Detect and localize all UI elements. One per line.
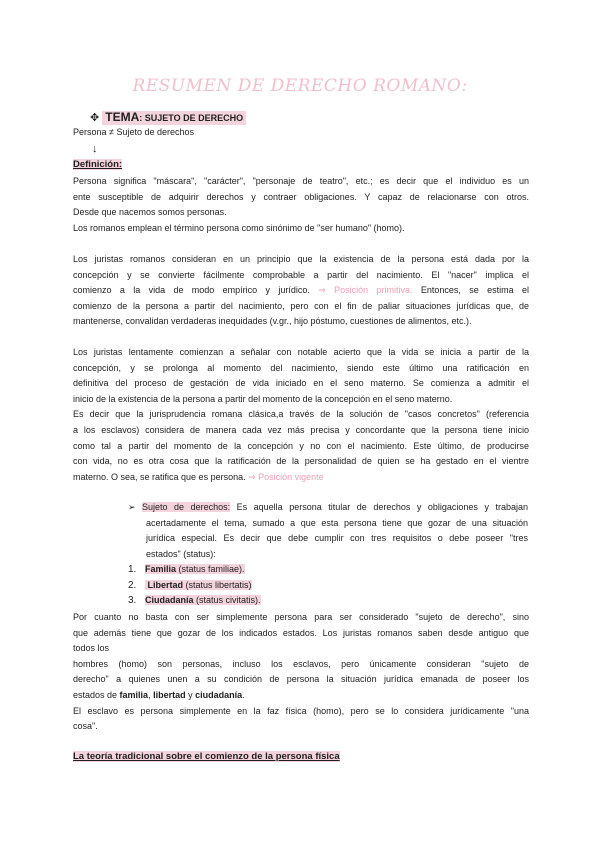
status-item-highlight xyxy=(145,595,261,605)
status-list xyxy=(128,562,261,609)
p2-line: comienzo de la persona a partir del nacimiento, pero con el fin de paliar situaciones jurídicas que, de xyxy=(73,300,529,311)
p4-bold-libertad: libertad xyxy=(153,689,186,700)
status-number: 1. xyxy=(128,564,137,575)
status-item-highlight xyxy=(145,564,245,574)
page-title: RESUMEN DE DERECHO ROMANO: xyxy=(132,76,468,96)
p1-line: Los romanos emplean el término persona como sinónimo de "ser humano" (homo). xyxy=(73,222,405,233)
status-item xyxy=(128,593,261,609)
paragraph-1 xyxy=(73,174,529,236)
posicion-primitiva: ⇒ Posición primitiva. xyxy=(318,285,413,296)
sujeto-line: estados" (status): xyxy=(146,548,216,559)
persona-line: Persona ≠ Sujeto de derechos xyxy=(73,127,195,137)
status-number: 3. xyxy=(128,595,137,607)
sujeto-line: jurídica especial. Es decir que debe cumplir con tres requisitos o debe poseer "tres xyxy=(146,533,528,544)
p4-line: derecho" a quienes unen a su condición de persona la situación jurídica emanada de poseer los xyxy=(73,674,529,685)
status-item xyxy=(128,562,261,578)
p2-line: concepción y se convierte fácilmente comprobable a partir del nacimiento. El "nacer" implica el xyxy=(73,269,529,280)
status-detail: (status familiae). xyxy=(176,564,245,574)
p4-line: cosa". xyxy=(73,721,98,732)
p4-bold-ciudadania: ciudadanía xyxy=(195,689,243,700)
p1-line: Desde que nacemos somos personas. xyxy=(73,207,227,218)
status-name: Familia xyxy=(145,564,177,574)
p4-line: que además tiene que gozar de los indicados estados. Los juristas romanos saben desde antiguo que xyxy=(73,627,529,638)
sujeto-line: acertadamente el tema, sumado a que esta persona tiene que gozar de una situación xyxy=(146,517,528,528)
p4-line xyxy=(73,688,529,704)
status-number: 2. xyxy=(128,579,137,591)
status-item-highlight xyxy=(145,580,252,590)
persona-line-block xyxy=(73,125,529,141)
paragraph-4 xyxy=(73,610,529,735)
p3-line: a los esclavos) considera de manera cada vez más precisa y concordante que la persona tiene inicio xyxy=(73,424,529,435)
p3-line: concepción, y se prolonga al momento del nacimiento, siendo este último una ratificación en xyxy=(73,362,529,373)
paragraph-2 xyxy=(73,252,529,330)
p1-line: Persona significa "máscara", "carácter", "personaje de teatro", etc.; es decir que el individuo es un xyxy=(73,176,529,186)
status-name: Libertad xyxy=(147,579,184,590)
p4-text: , xyxy=(148,689,154,700)
p2-text: comienzo a la vida de modo empírico y jurídico. xyxy=(73,285,310,296)
down-arrow-icon: ↓ xyxy=(92,143,98,155)
sujeto-de-derechos-block xyxy=(128,500,528,562)
section-heading xyxy=(73,751,340,762)
p2-line: mantenerse, convalidan verdaderas inequidades (v.gr., hijo póstumo, cuestiones de alimentos, etc.). xyxy=(73,316,472,327)
sujeto-label: Sujeto de derechos: xyxy=(142,502,231,512)
p1-line: ente susceptible de adquirir derechos y contraer obligaciones. Y capaz de relacionarse con otros. xyxy=(73,191,529,202)
p3-text: materno. O sea, se ratifica que es persona. xyxy=(73,471,246,482)
definicion-label xyxy=(73,159,122,170)
p3-line: como tal a partir del momento de la concepción y no con el nacimiento. Este último, de producirse xyxy=(73,440,529,451)
p3-line: con vida, no es otra cosa que la ratificación de la personalidad de quien se ha gestado en el vientre xyxy=(73,456,529,467)
star-bullet-icon: ✥ xyxy=(90,112,100,124)
tema-subject: : SUJETO DE DERECHO xyxy=(139,113,244,123)
p2-line: Los juristas romanos consideran en un principio que la existencia de la persona está dada por la xyxy=(73,254,529,264)
section-heading-text: La teoría tradicional sobre el comienzo de la persona física xyxy=(73,751,340,762)
p4-text: y xyxy=(185,689,196,700)
p2-text: Entonces, se estima el xyxy=(420,285,529,296)
p3-line: inicio de la existencia de la persona a partir del momento de la concepción en el seno materno. xyxy=(73,393,453,404)
status-detail: (status civitatis). xyxy=(193,595,261,606)
status-item xyxy=(128,578,261,594)
paragraph-3 xyxy=(73,345,529,485)
p4-line: Por cuanto no basta con ser simplemente persona para ser considerado "sujeto de derecho", sino xyxy=(73,612,529,622)
p3-line: Los juristas lentamente comienzan a señalar con notable acierto que la vida se inicia a partir de la xyxy=(73,347,529,357)
p3-line: Es decir que la jurisprudencia romana clásica,a través de la solución de "casos concretos" (referencia xyxy=(73,409,529,420)
arrow-bullet-icon: ➢ xyxy=(128,502,136,512)
tema-highlight xyxy=(102,111,246,125)
p4-line: El esclavo es persona simplemente en la faz física (homo), pero se lo considera jurídicamente "una xyxy=(73,705,529,716)
p4-bold-familia: familia xyxy=(119,689,149,700)
p4-line: hombres (homo) son personas, incluso los esclavos, pero únicamente consideran "sujeto de xyxy=(73,658,529,669)
posicion-vigente: ⇒ Posición vigente xyxy=(248,471,324,482)
tema-heading xyxy=(90,110,246,124)
p4-line: todos los xyxy=(73,643,110,654)
p3-line: definitiva del proceso de gestación de vida iniciado en el seno materno. Se comienza a admitir el xyxy=(73,378,529,389)
p3-line xyxy=(73,470,529,486)
p2-line xyxy=(73,283,529,299)
sujeto-text: Es aquella persona titular de derechos y obligaciones y trabajan xyxy=(236,502,528,512)
status-detail: (status libertatis) xyxy=(183,579,252,590)
p4-text: . xyxy=(242,689,245,700)
definicion-text: Definición: xyxy=(73,159,123,170)
status-name: Ciudadanía xyxy=(145,595,194,606)
sujeto-line xyxy=(128,500,528,516)
tema-label: TEMA xyxy=(105,110,140,124)
p4-text: estados de xyxy=(73,689,120,700)
